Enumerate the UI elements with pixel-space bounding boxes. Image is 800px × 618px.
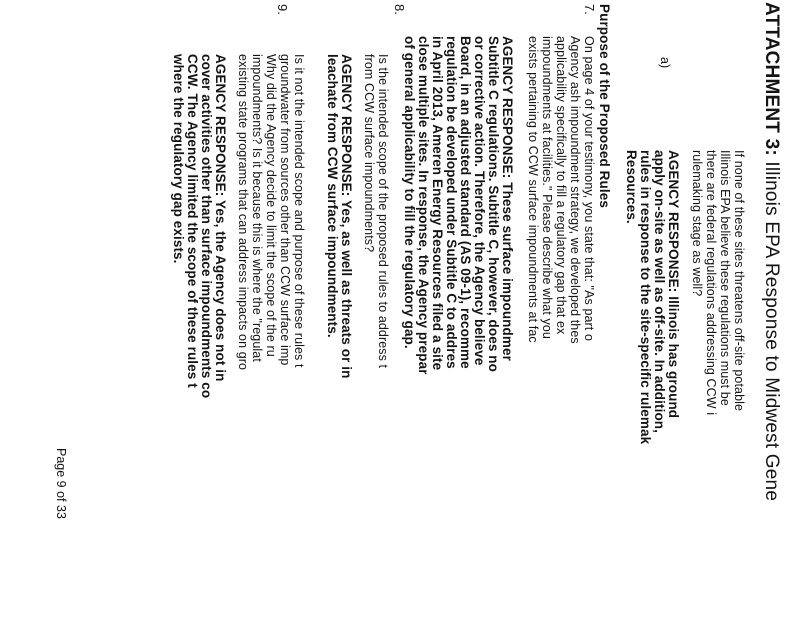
page-number: Page 9 of 33 — [54, 448, 68, 519]
item-a-response-line: apply on-site as well as off-site. In addition, — [652, 150, 667, 433]
item-9-response-line: cover activities other than surface impoundments co — [199, 54, 214, 399]
section-heading: Purpose of the Proposed Rules — [597, 4, 612, 208]
item-a-response-line: rules in response to the site-specific rulemak — [638, 150, 653, 445]
item-7-response-line: Board, in an adjusted standard (AS 09-1), recomme — [458, 36, 473, 369]
title-lead: ATTACHMENT 3: — [761, 2, 782, 156]
item-8-number: 8. — [392, 4, 407, 15]
item-9-response-line: CCW. The Agency limited the scope of these rules t — [185, 54, 200, 388]
item-7-response-line: in April 2013, Ameren Energy Resources filed a site — [430, 36, 445, 371]
item-9-question-line: groundwater from sources other than CCW surface imp — [278, 54, 292, 366]
item-9-question-line: existing state programs that can address impacts on gro — [236, 54, 250, 371]
item-7-response-line: close multiple sites. In response, the Agency prepar — [416, 36, 431, 375]
item-9-question-line: impoundments? Is it because this is where the "regulat — [250, 54, 264, 362]
item-7-response-line: or corrective action. Therefore, the Agency believe — [472, 36, 487, 366]
item-a-question-line: rulemaking stage as well? — [690, 150, 704, 297]
item-7-question-line: Agency ash impoundment strategy, we developed thes — [568, 36, 582, 344]
item-9-number: 9. — [275, 4, 290, 15]
item-7-response-line: of general applicability to fill the regulatory gap. — [402, 36, 417, 349]
title-rest: Illinois EPA Response to Midwest Gene — [761, 161, 782, 502]
item-8-response-line: AGENCY RESPONSE: Yes, as well as threats or in — [339, 54, 354, 379]
item-a-response-line: Resources. — [624, 150, 639, 224]
item-9-response-line: AGENCY RESPONSE: Yes, the Agency does not in — [213, 54, 228, 382]
item-7-question-line: applicability specifically to fill a regulatory gap that ex — [554, 36, 568, 335]
item-a-question-line: Illinois EPA believe these regulations must be — [718, 150, 732, 406]
item-9-question-line: Is it not the intended scope and purpose of these rules t — [292, 54, 306, 368]
item-a-question-line: there are federal regulations addressing CCW i — [704, 150, 718, 416]
item-7-question-line: impoundments at facilities." Please describe what you — [540, 36, 554, 339]
item-7-question-line: exists pertaining to CCW surface impoundments at fac — [526, 36, 540, 343]
item-8-response-line: leachate from CCW surface impoundments. — [325, 54, 340, 338]
document-title — [760, 2, 782, 501]
item-9-response-line: where the regulatory gap exists. — [171, 54, 186, 264]
item-7-number: 7. — [582, 4, 597, 15]
item-8-question-line: from CCW surface impoundments? — [362, 54, 376, 253]
item-a-marker: a) — [658, 57, 672, 69]
item-9-question-line: Why did the Agency decide to limit the scope of the ru — [264, 54, 278, 357]
item-7-response-line: Subtitle C regulations. Subtitle C, however, does no — [486, 36, 501, 372]
item-a-question-line: If none of these sites threatens off-site potable — [732, 150, 746, 412]
item-7-response-line: regulation be developed under Subtitle C to addres — [444, 36, 459, 369]
item-8-question-line: Is the intended scope of the proposed rules to address t — [376, 54, 390, 369]
item-7-question-line: On page 4 of your testimony, you state that: "As part o — [582, 36, 596, 342]
item-a-response-line: AGENCY RESPONSE: Illinois has ground — [666, 150, 681, 419]
item-7-response-line: AGENCY RESPONSE: These surface impoundmer — [500, 36, 515, 361]
